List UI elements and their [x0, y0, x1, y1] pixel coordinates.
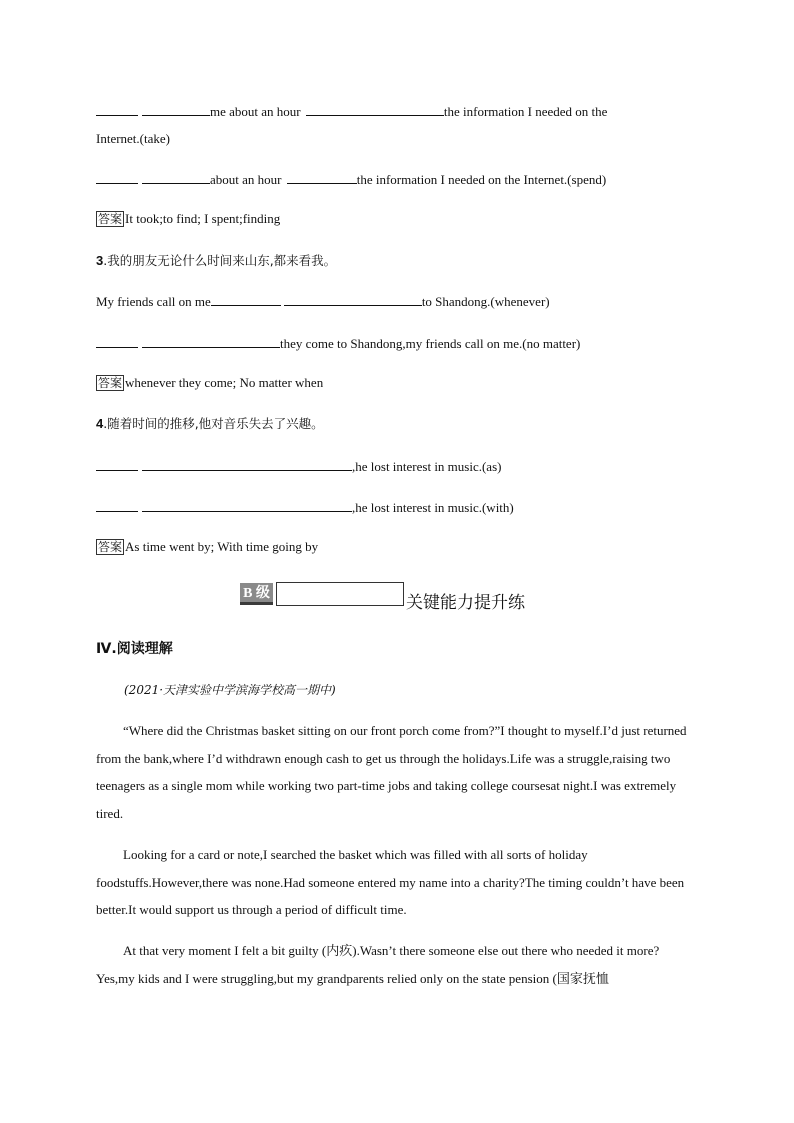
q2-line-take-cont: [96, 131, 170, 147]
blank[interactable]: [142, 499, 352, 512]
q3-line1-end: to Shandong.(whenever): [421, 294, 550, 309]
question-number: 3: [96, 253, 104, 268]
blank[interactable]: [142, 171, 210, 184]
blank[interactable]: [142, 458, 352, 471]
blank[interactable]: [96, 458, 138, 471]
paragraph-text: “Where did the Christmas basket sitting on our front porch come from?”I thought to myself.I’d just returned from the bank,where I’d withdrawn enough cash to get us through the holidays.Life was a struggle,raising two teenagers as a single mom while working two part-time jobs and taking college coursesat night.I was extremely tired.: [96, 723, 687, 821]
blank[interactable]: [284, 293, 422, 306]
question-number: 4: [96, 416, 104, 431]
q3-prompt: [96, 253, 336, 269]
blank[interactable]: [306, 103, 444, 116]
q4-line2-end: ,he lost interest in music.(with): [352, 500, 514, 515]
q2-line2-end: the information I needed on the Internet.(spend): [356, 172, 607, 187]
q2-line-spend: [96, 171, 606, 188]
q3-line-no-matter: [96, 335, 580, 352]
paragraph-text: At that very moment I felt a bit guilty (内疚).Wasn’t there someone else out there who needed it more?Yes,my kids and I were struggling,but my grandparents relied only on the state pension (国家抚恤: [96, 943, 660, 986]
blank[interactable]: [211, 293, 281, 306]
q4-line1-end: ,he lost interest in music.(as): [352, 459, 502, 474]
level-badge: B 级: [240, 583, 273, 605]
reading-paragraph-2: [96, 841, 696, 924]
section-title: 关键能力提升练: [406, 593, 525, 613]
q3-line2-end: they come to Shandong,my friends call on me.(no matter): [280, 336, 581, 351]
blank[interactable]: [142, 335, 280, 348]
blank[interactable]: [96, 499, 138, 512]
question-prompt: .随着时间的推移,他对音乐失去了兴趣。: [103, 416, 324, 431]
q4-answer: [96, 539, 318, 555]
q2-line-take: [96, 103, 607, 120]
q3-line1-start: My friends call on me: [96, 294, 211, 309]
blank[interactable]: [96, 171, 138, 184]
level-box: [276, 582, 404, 606]
blank[interactable]: [96, 335, 138, 348]
reading-paragraph-3: [96, 937, 696, 992]
q2-line1-end: the information I needed on the: [443, 104, 608, 119]
paragraph-text: Looking for a card or note,I searched the basket which was filled with all sorts of holiday foodstuffs.However,there was none.Had someone entered my name into a charity?The timing couldn’t have been better.It would support us through a period of difficult time.: [96, 847, 685, 917]
answer-text: It took;to find; I spent;finding: [125, 211, 281, 226]
q2-line2-mid: about an hour: [210, 172, 282, 187]
q2-line1-mid: me about an hour: [210, 104, 301, 119]
q3-line-whenever: [96, 293, 550, 310]
section-b-header: [240, 580, 560, 613]
q4-line-with: [96, 499, 514, 516]
answer-tag: 答案: [98, 376, 123, 390]
answer-text: As time went by; With time going by: [125, 539, 319, 554]
q2-line1b: Internet.(take): [96, 131, 170, 146]
blank[interactable]: [142, 103, 210, 116]
question-prompt: .我的朋友无论什么时间来山东,都来看我。: [103, 253, 337, 268]
reading-heading: Ⅳ.阅读理解: [96, 641, 173, 657]
blank[interactable]: [287, 171, 357, 184]
q4-prompt: [96, 416, 324, 432]
q3-answer: [96, 375, 323, 391]
q2-answer: [96, 211, 280, 227]
answer-text: whenever they come; No matter when: [125, 375, 324, 390]
reading-source: (2021·天津实验中学滨海学校高一期中): [124, 683, 336, 697]
answer-tag: 答案: [98, 212, 123, 226]
blank[interactable]: [96, 103, 138, 116]
reading-paragraph-1: [96, 717, 696, 827]
answer-tag: 答案: [98, 540, 123, 554]
q4-line-as: [96, 458, 501, 475]
